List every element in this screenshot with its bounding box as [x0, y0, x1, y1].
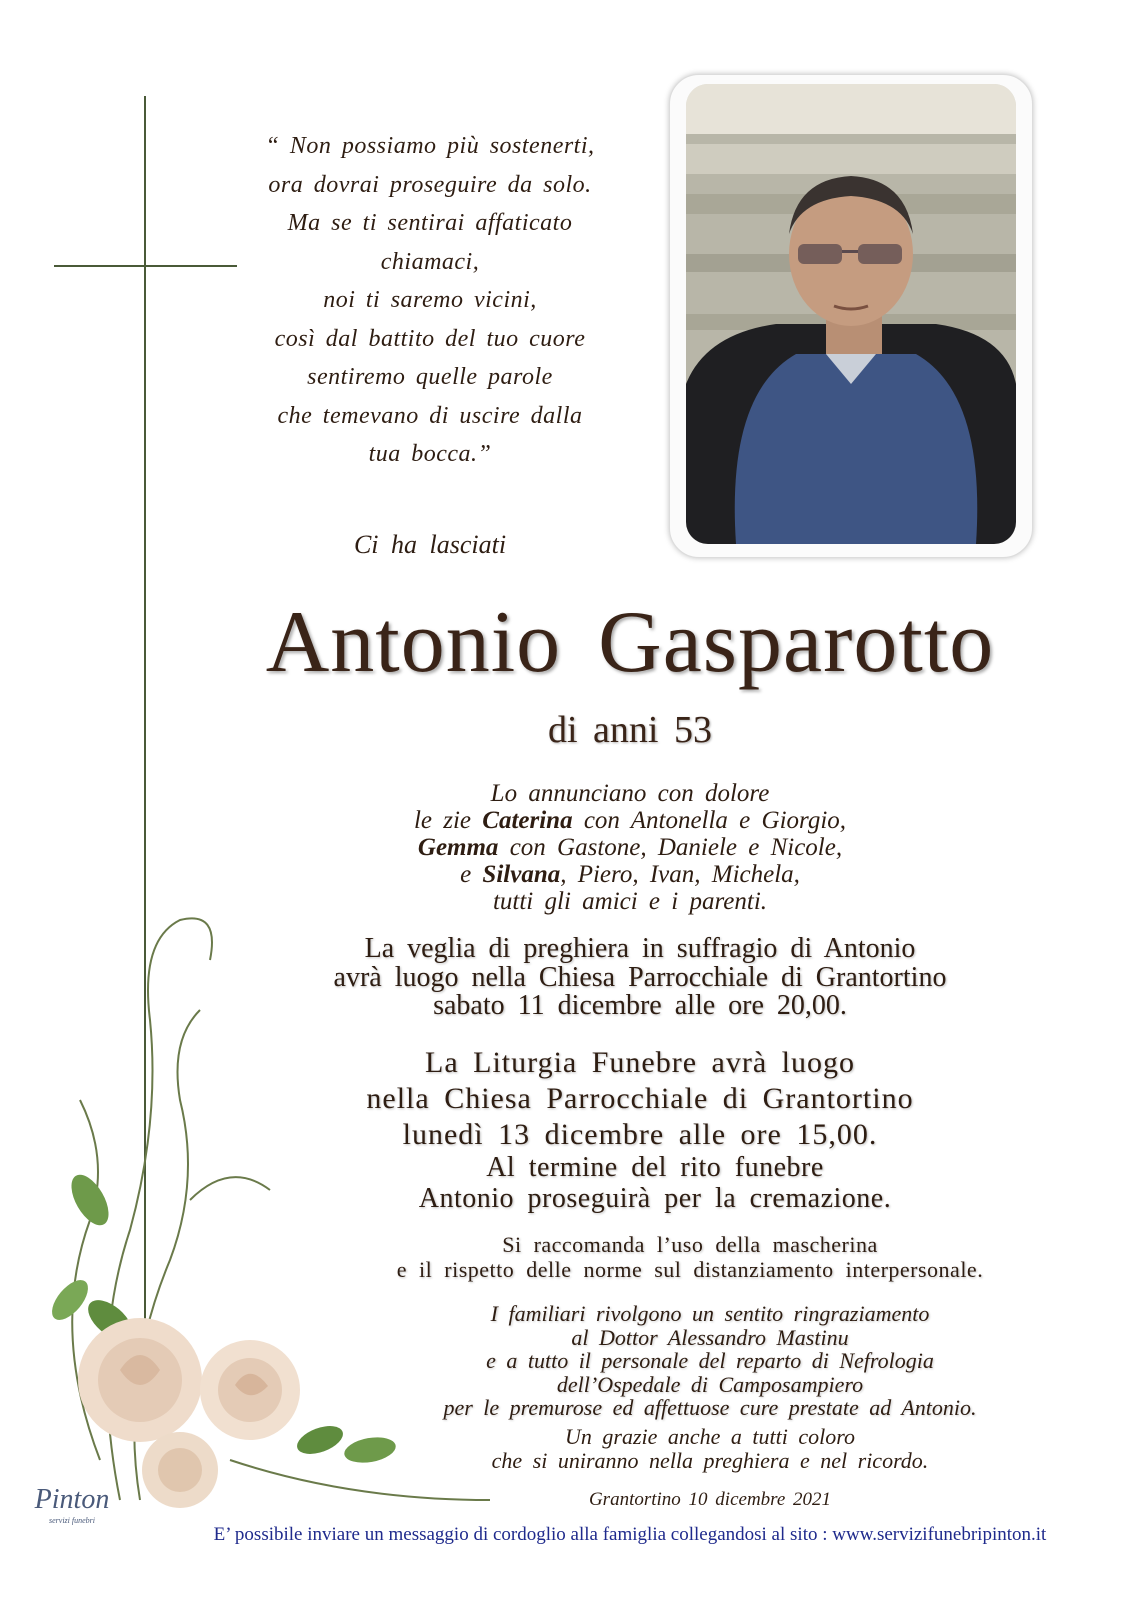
mask-line: Si raccomanda l’uso della mascherina: [502, 1232, 878, 1257]
mask-line: e il rispetto delle norme sul distanziamento interpersonale.: [396, 1257, 984, 1282]
condolence-footer: [130, 1524, 1130, 1546]
announce-line-4: e Silvana, Piero, Ivan, Michela,: [460, 861, 800, 888]
deceased-age: di anni 53: [548, 709, 712, 751]
place-date: Grantortino 10 dicembre 2021: [588, 1489, 832, 1510]
announce-line-1: Lo annunciano con dolore: [490, 780, 770, 807]
deceased-name: Antonio Gasparotto: [265, 594, 995, 691]
footer-website-link[interactable]: www.servizifunebripinton.it: [832, 1524, 1047, 1545]
passed-away-label: Ci ha lasciati: [353, 530, 507, 559]
rose-icon: [30, 900, 510, 1540]
liturgy-line: La Liturgia Funebre avrà luogo: [425, 1046, 855, 1079]
memorial-quote: “ Non possiamo più sostenerti, ora dovrai proseguire da solo. Ma se ti sentirai affaticato chiamaci, noi ti saremo vicini, così dal battito del tuo cuore sentiremo quelle parole che temevano di uscire dalla tua bocca.”: [265, 133, 595, 467]
announce-line-3: Gemma con Gastone, Daniele e Nicole,: [417, 834, 843, 861]
gratitude-line: Un grazie anche a tutti coloro: [565, 1424, 855, 1449]
family-announcement: [330, 780, 930, 915]
thanks-line: al Dottor Alessandro Mastinu: [571, 1324, 849, 1350]
portrait-image: [686, 84, 1016, 544]
pinton-logo: Pinton servizi funebri: [34, 1484, 110, 1525]
thanks-line: dell’Ospedale di Camposampiero: [556, 1371, 864, 1397]
liturgy-line: lunedì 13 dicembre alle ore 15,00.: [402, 1118, 878, 1151]
vigil-line: La veglia di preghiera in suffragio di Antonio: [364, 933, 916, 964]
cross-horizontal-line: [54, 265, 237, 267]
thanks-line: e a tutto il personale del reparto di Nefrologia: [486, 1348, 934, 1373]
cremation-line: Antonio proseguirà per la cremazione.: [418, 1183, 892, 1214]
deceased-portrait: [686, 84, 1016, 544]
liturgy-line: nella Chiesa Parrocchiale di Grantortino: [366, 1082, 914, 1115]
footer-text: E’ possibile inviare un messaggio di cordoglio alla famiglia collegandosi al sito :: [213, 1524, 833, 1545]
announce-line-5: tutti gli amici e i parenti.: [492, 888, 768, 915]
thanks-line: I familiari rivolgono un sentito ringraziamento: [490, 1301, 930, 1326]
cremation-line: Al termine del rito funebre: [486, 1152, 824, 1183]
vigil-line: sabato 11 dicembre alle ore 20,00.: [433, 990, 847, 1021]
vigil-line: avrà luogo nella Chiesa Parrocchiale di Grantortino: [333, 961, 947, 993]
thanks-line: per le premurose ed affettuose cure prestate ad Antonio.: [443, 1395, 977, 1420]
announce-line-2: le zie Caterina con Antonella e Giorgio,: [413, 807, 847, 834]
gratitude-line: che si uniranno nella preghiera e nel ricordo.: [491, 1448, 929, 1473]
